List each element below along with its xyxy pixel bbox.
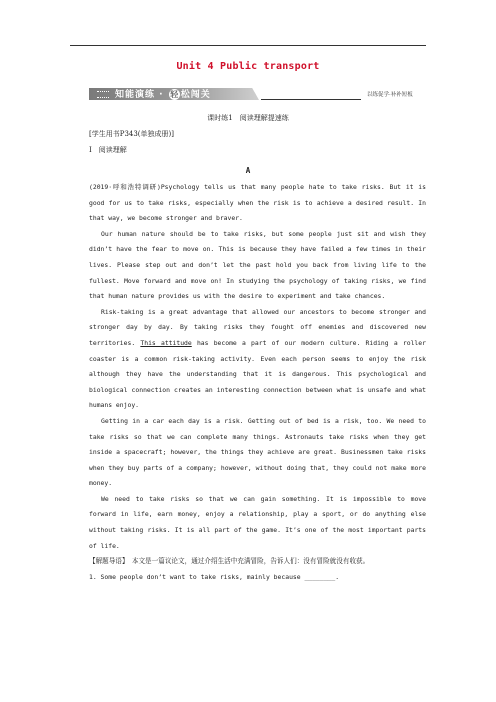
- passage-body: [89, 180, 426, 585]
- banner-label: [115, 87, 211, 100]
- guide-label: 【解题导语】: [89, 557, 126, 566]
- banner-decoration-icon: [97, 91, 109, 98]
- paragraph-4: Getting in a car each day is a risk. Getting out of bed is a risk, too. We need to take risks so that we can complete many things. Astronauts take risks when they get inside a spacecraft; however, the things they achieve are great. Businessmen take risks when they buy parts of a company; however, without doing that, they could not make more money.: [89, 416, 426, 488]
- student-book-ref: [学生用书P343(单独成册)]: [89, 130, 174, 138]
- section-heading: Ⅰ 阅读理解: [89, 146, 127, 154]
- question-1: 1. Some people don’t want to take risks, mainly because ________.: [89, 572, 340, 581]
- guide-text: 本文是一篇议论文，通过介绍生活中充满冒险，告诉人们：没有冒险就没有收获。: [125, 557, 370, 566]
- banner-slogan: 以练促学·补补短板: [367, 92, 413, 98]
- lesson-title: 课时练1 阅读理解提速练: [207, 114, 289, 122]
- guide-note: [89, 554, 426, 570]
- underlined-phrase: This attitude: [140, 338, 192, 347]
- paragraph-3-end: has become a part of our modern culture. Riding a roller coaster is a common risk-taking activity. Even each person seems to enjoy the risk although they have the understanding that it is dangerous. This psychological and biological connection creates an interesting connection between what is unsafe and what humans enjoy.: [89, 338, 426, 410]
- top-rule: [70, 45, 426, 46]
- banner-char-3: 闯: [190, 90, 201, 100]
- banner-dot: ·: [159, 90, 164, 100]
- paragraph-1: (2019·呼和浩特调研)Psychology tells us that many people hate to take risks. But it is good for us to take risks, especially when the risk is to achieve a desired result. In that way, we become stronger and braver.: [89, 183, 426, 223]
- banner-char-1: 轻: [170, 90, 179, 99]
- paragraph-3-start: Risk-taking is a great advantage that allowed our ancestors to become stronger and stronger day by day. By taking risks they fought off enemies and discovered new territories.: [89, 307, 426, 347]
- banner-label-main: 知能演练: [115, 90, 156, 100]
- banner-rule: [261, 99, 361, 100]
- banner-char-2: 松: [180, 90, 191, 100]
- passage-label: A: [245, 166, 251, 175]
- paragraph-5: We need to take risks so that we can gain something. It is impossible to move forward in life, earn money, enjoy a relationship, play a sport, or do anything else without taking risks. It is all part of the game. It’s one of the most important parts of life.: [89, 494, 426, 550]
- banner-char-4: 关: [200, 90, 211, 100]
- unit-title: Unit 4 Public transport: [176, 61, 320, 72]
- section-banner: [89, 86, 426, 100]
- paragraph-2: Our human nature should be to take risks, but some people just sit and wish they didn’t have the fear to move on. This is because they have failed a few times in their lives. Please step out and don’t let the past hold you back from living life to the fullest. Move forward and move on! In studying the psychology of taking risks, we find that human nature provides us with the desire to experiment and take chances.: [89, 229, 426, 301]
- paragraph-3: [89, 305, 426, 414]
